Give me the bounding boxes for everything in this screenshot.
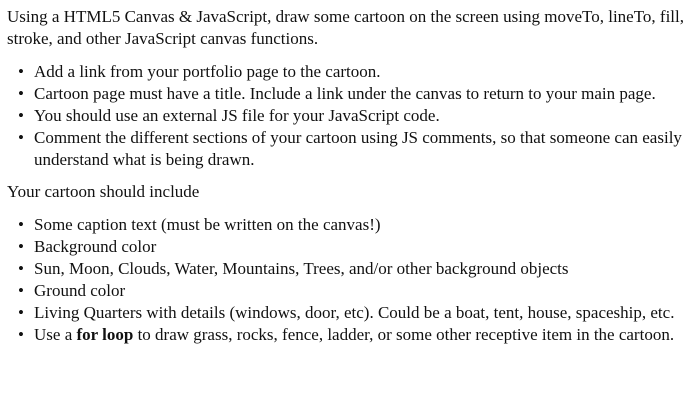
list-item-text: Ground color [34, 281, 126, 300]
list-item [7, 214, 692, 236]
list-item-text: Cartoon page must have a title. Include a link under the canvas to return to your main page. [34, 84, 656, 103]
list-item-text: Sun, Moon, Clouds, Water, Mountains, Trees, and/or other background objects [34, 259, 569, 278]
list-item [7, 236, 692, 258]
list-item [7, 324, 692, 346]
bullet-icon: • [18, 128, 24, 147]
bullet-icon: • [18, 84, 24, 103]
bullet-icon: • [18, 303, 24, 322]
list-item-suffix: to draw grass, rocks, fence, ladder, or some other receptive item in the cartoon. [133, 325, 675, 344]
list-item-text: Living Quarters with details (windows, door, etc). Could be a boat, tent, house, spaceship, etc. [34, 303, 675, 322]
bullet-icon: • [18, 106, 24, 125]
bullet-icon: • [18, 259, 24, 278]
list-item [7, 83, 692, 105]
bullet-icon: • [18, 281, 24, 300]
list-item [7, 61, 692, 83]
list-item-text: Add a link from your portfolio page to the cartoon. [34, 62, 381, 81]
list-item-prefix: Use a [34, 325, 77, 344]
list-item [7, 258, 692, 280]
bullet-icon: • [18, 215, 24, 234]
list-item [7, 127, 692, 171]
bullet-icon: • [18, 237, 24, 256]
list-item-text [34, 325, 674, 344]
for-loop-emphasis: for loop [76, 325, 134, 344]
list-item-text: Some caption text (must be written on the canvas!) [34, 215, 381, 234]
list-item-text: You should use an external JS file for your JavaScript code. [34, 106, 440, 125]
bullet-icon: • [18, 325, 24, 344]
list-item [7, 280, 692, 302]
list-item [7, 105, 692, 127]
bullet-icon: • [18, 62, 24, 81]
include-list [7, 214, 692, 346]
requirements-list [7, 61, 692, 171]
list-item [7, 302, 692, 324]
list-item-text: Comment the different sections of your cartoon using JS comments, so that someone can easily understand what is being drawn. [34, 128, 682, 169]
intro-paragraph: Using a HTML5 Canvas & JavaScript, draw some cartoon on the screen using moveTo, lineTo, fill, stroke, and other JavaScript canvas functions. [7, 7, 685, 48]
list-item-text: Background color [34, 237, 157, 256]
include-heading: Your cartoon should include [7, 182, 200, 201]
